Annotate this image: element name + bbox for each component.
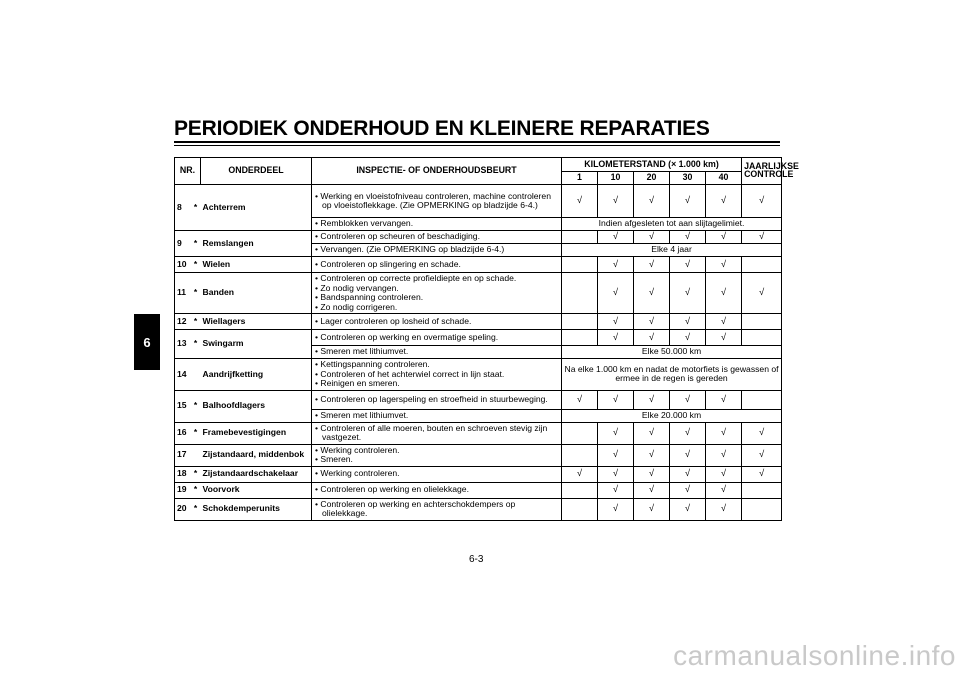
inspection-text: Controleren of het achterwiel correct in lijn staat. [320, 368, 505, 379]
header-part: ONDERDEEL [201, 158, 312, 185]
check-cell: √ [598, 498, 634, 520]
table-row [175, 444, 782, 466]
inspection-text: Controleren op lagerspeling en stroefheid in stuurbeweging. [320, 393, 548, 404]
row-number: 16 [175, 422, 191, 444]
check-cell: √ [634, 444, 670, 466]
title-rule-thin [174, 145, 780, 146]
check-cell: √ [598, 444, 634, 466]
check-cell: √ [634, 273, 670, 314]
interval-note: Na elke 1.000 km en nadat de motorfiets is gewassen of ermee in de regen is gereden [562, 359, 782, 391]
header-km-col: 10 [598, 172, 634, 185]
row-star: * [191, 231, 201, 257]
inspection-item: • Remblokken vervangen. [315, 218, 414, 229]
check-cell: √ [670, 185, 706, 218]
row-inspection [312, 498, 562, 520]
row-part: Achterrem [201, 185, 312, 231]
table-row [175, 422, 782, 444]
check-cell: √ [598, 422, 634, 444]
annual-check-cell [742, 330, 782, 346]
row-part: Wielen [201, 257, 312, 273]
inspection-item: • Controleren op lagerspeling en stroefheid in stuurbeweging. [315, 393, 548, 404]
annual-check-cell [742, 498, 782, 520]
check-cell: √ [634, 482, 670, 498]
inspection-text: Lager controleren op losheid of schade. [320, 315, 472, 326]
row-part: Framebevestigingen [201, 422, 312, 444]
check-cell [562, 482, 598, 498]
check-cell [562, 422, 598, 444]
title-rule [174, 141, 780, 143]
check-cell: √ [706, 466, 742, 482]
inspection-item: • Vervangen. (Zie OPMERKING op bladzijde 6-4.) [315, 244, 505, 255]
table-header-row [175, 158, 782, 172]
table-row [175, 330, 782, 346]
inspection-text: Bandspanning controleren. [320, 292, 424, 302]
check-cell: √ [598, 314, 634, 330]
inspection-item: • Smeren. [315, 454, 353, 464]
row-inspection [312, 346, 562, 359]
row-number: 8 [175, 185, 191, 231]
page-title: PERIODIEK ONDERHOUD EN KLEINERE REPARATIES [174, 117, 710, 140]
inspection-text: Werking controleren. [320, 468, 400, 479]
check-cell: √ [670, 330, 706, 346]
row-star: * [191, 314, 201, 330]
row-inspection [312, 444, 562, 466]
check-cell: √ [706, 257, 742, 273]
annual-check-cell [742, 257, 782, 273]
check-cell [562, 330, 598, 346]
check-cell: √ [670, 390, 706, 409]
page-number: 6-3 [469, 554, 484, 565]
inspection-item: • Zo nodig corrigeren. [315, 301, 398, 312]
table-row [175, 466, 782, 482]
check-cell: √ [706, 273, 742, 314]
check-cell: √ [670, 466, 706, 482]
inspection-text: Controleren op slingering en schade. [320, 258, 461, 269]
check-cell: √ [670, 498, 706, 520]
inspection-text: Smeren met lithiumvet. [320, 346, 409, 357]
inspection-item: • Zo nodig vervangen. [315, 282, 399, 293]
check-cell: √ [706, 444, 742, 466]
inspection-item: • Lager controleren op losheid of schade. [315, 315, 472, 326]
inspection-text: Werking controleren. [320, 444, 400, 455]
interval-note: Elke 20.000 km [562, 409, 782, 422]
table-row [175, 482, 782, 498]
annual-check-cell: √ [742, 231, 782, 244]
check-cell: √ [706, 314, 742, 330]
interval-note: Indien afgesleten tot aan slijtagelimiet. [562, 218, 782, 231]
row-inspection [312, 482, 562, 498]
inspection-item: • Controleren op correcte profieldiepte en op schade. [315, 273, 517, 283]
annual-check-cell: √ [742, 444, 782, 466]
header-inspection: INSPECTIE- OF ONDERHOUDSBEURT [312, 158, 562, 185]
row-part: Balhoofdlagers [201, 390, 312, 422]
table-row [175, 498, 782, 520]
inspection-item: • Werking controleren. [315, 444, 400, 455]
row-number: 10 [175, 257, 191, 273]
row-part: Schokdemperunits [201, 498, 312, 520]
check-cell [562, 314, 598, 330]
row-inspection [312, 390, 562, 409]
check-cell: √ [670, 482, 706, 498]
check-cell: √ [706, 498, 742, 520]
check-cell: √ [634, 330, 670, 346]
row-part: Wiellagers [201, 314, 312, 330]
check-cell [562, 444, 598, 466]
row-inspection [312, 409, 562, 422]
check-cell: √ [706, 330, 742, 346]
row-number: 11 [175, 273, 191, 314]
check-cell: √ [670, 273, 706, 314]
interval-note: Elke 50.000 km [562, 346, 782, 359]
check-cell: √ [634, 185, 670, 218]
check-cell: √ [598, 390, 634, 409]
inspection-text: Controleren of alle moeren, bouten en schroeven stevig zijn vastgezet. [320, 422, 548, 442]
inspection-item: • Kettingspanning controleren. [315, 359, 430, 369]
inspection-text: Reinigen en smeren. [320, 378, 400, 388]
row-inspection [312, 244, 562, 257]
row-number: 19 [175, 482, 191, 498]
table-row [175, 185, 782, 218]
inspection-text: Kettingspanning controleren. [320, 359, 430, 369]
inspection-item: • Controleren op werking en overmatige speling. [315, 331, 499, 342]
row-star: * [191, 330, 201, 359]
inspection-item: • Bandspanning controleren. [315, 292, 424, 302]
header-annual-line2: CONTROLE [744, 169, 794, 179]
row-inspection [312, 466, 562, 482]
row-part: Aandrijfketting [201, 359, 312, 391]
table-row [175, 314, 782, 330]
check-cell: √ [634, 257, 670, 273]
check-cell: √ [670, 257, 706, 273]
row-inspection [312, 257, 562, 273]
header-annual-line1: JAARLIJKSE [744, 161, 799, 172]
row-number: 9 [175, 231, 191, 257]
inspection-text: Controleren op scheuren of beschadiging. [320, 231, 480, 242]
inspection-text: Controleren op correcte profieldiepte en op schade. [320, 273, 517, 283]
check-cell: √ [670, 422, 706, 444]
row-inspection [312, 218, 562, 231]
inspection-text: Controleren op werking en olielekkage. [320, 484, 469, 495]
table-row [175, 359, 782, 391]
row-star [191, 444, 201, 466]
row-inspection [312, 273, 562, 314]
check-cell: √ [670, 444, 706, 466]
row-star: * [191, 466, 201, 482]
inspection-text: Zo nodig corrigeren. [320, 301, 398, 312]
check-cell: √ [598, 257, 634, 273]
row-star [191, 359, 201, 391]
annual-check-cell: √ [742, 185, 782, 218]
maintenance-table [174, 157, 799, 521]
check-cell: √ [598, 185, 634, 218]
annual-check-cell: √ [742, 273, 782, 314]
row-star: * [191, 390, 201, 422]
inspection-item: • Werking controleren. [315, 468, 400, 479]
header-km-col: 1 [562, 172, 598, 185]
row-inspection [312, 422, 562, 444]
row-star: * [191, 257, 201, 273]
row-number: 12 [175, 314, 191, 330]
check-cell: √ [706, 422, 742, 444]
check-cell: √ [634, 422, 670, 444]
inspection-item: • Controleren op scheuren of beschadiging. [315, 231, 480, 242]
row-part: Remslangen [201, 231, 312, 257]
check-cell: √ [634, 466, 670, 482]
row-inspection [312, 185, 562, 218]
row-star: * [191, 498, 201, 520]
check-cell: √ [670, 231, 706, 244]
annual-check-cell: √ [742, 466, 782, 482]
row-part: Swingarm [201, 330, 312, 359]
header-km-col: 20 [634, 172, 670, 185]
check-cell: √ [598, 273, 634, 314]
inspection-text: Remblokken vervangen. [320, 218, 414, 229]
check-cell [562, 273, 598, 314]
inspection-text: Zo nodig vervangen. [320, 282, 399, 293]
check-cell: √ [562, 466, 598, 482]
inspection-item: • Controleren op slingering en schade. [315, 258, 461, 269]
section-tab: 6 [134, 314, 160, 370]
check-cell: √ [670, 314, 706, 330]
row-inspection [312, 314, 562, 330]
inspection-text: Vervangen. (Zie OPMERKING op bladzijde 6-4.) [320, 244, 505, 255]
annual-check-cell [742, 482, 782, 498]
inspection-text: Controleren op werking en overmatige speling. [320, 331, 499, 342]
inspection-item: • Smeren met lithiumvet. [315, 346, 409, 357]
annual-check-cell [742, 314, 782, 330]
inspection-item: • Controleren of het achterwiel correct in lijn staat. [315, 368, 505, 379]
table-row [175, 273, 782, 314]
check-cell: √ [598, 466, 634, 482]
check-cell: √ [634, 390, 670, 409]
row-part: Zijstandaard, middenbok [201, 444, 312, 466]
inspection-text: Smeren met lithiumvet. [320, 409, 409, 420]
header-km: KILOMETERSTAND (× 1.000 km) [562, 158, 742, 172]
header-km-col: 40 [706, 172, 742, 185]
interval-note: Elke 4 jaar [562, 244, 782, 257]
row-number: 17 [175, 444, 191, 466]
row-star: * [191, 185, 201, 231]
table-row [175, 231, 782, 244]
check-cell: √ [562, 390, 598, 409]
header-annual [742, 158, 799, 185]
check-cell [562, 231, 598, 244]
inspection-item: • Controleren op werking en achterschokdempers op olielekkage. [315, 498, 516, 518]
check-cell [562, 257, 598, 273]
check-cell: √ [634, 498, 670, 520]
check-cell: √ [598, 482, 634, 498]
check-cell: √ [706, 231, 742, 244]
inspection-item: • Werking en vloeistofniveau controleren, machine controleren op vloeistoflekkage. (Zie OPMERKING op bladzijde 6-4.) [315, 190, 551, 210]
annual-check-cell [742, 390, 782, 409]
inspection-text: Werking en vloeistofniveau controleren, machine controleren op vloeistoflekkage. (Zie OPMERKING op bladzijde 6-4.) [320, 190, 551, 210]
row-star: * [191, 482, 201, 498]
check-cell: √ [706, 482, 742, 498]
row-number: 14 [175, 359, 191, 391]
inspection-item: • Controleren op werking en olielekkage. [315, 484, 469, 495]
header-km-col: 30 [670, 172, 706, 185]
row-inspection [312, 330, 562, 346]
header-nr: NR. [175, 158, 201, 185]
inspection-text: Controleren op werking en achterschokdempers op olielekkage. [320, 498, 516, 518]
check-cell: √ [706, 185, 742, 218]
check-cell [562, 498, 598, 520]
table-row [175, 257, 782, 273]
row-star: * [191, 273, 201, 314]
row-star: * [191, 422, 201, 444]
table-row [175, 390, 782, 409]
check-cell: √ [634, 231, 670, 244]
row-part: Voorvork [201, 482, 312, 498]
inspection-item: • Smeren met lithiumvet. [315, 409, 409, 420]
row-number: 13 [175, 330, 191, 359]
check-cell: √ [706, 390, 742, 409]
row-part: Banden [201, 273, 312, 314]
check-cell: √ [598, 231, 634, 244]
inspection-item: • Reinigen en smeren. [315, 378, 400, 388]
row-inspection [312, 231, 562, 244]
check-cell: √ [562, 185, 598, 218]
inspection-item: • Controleren of alle moeren, bouten en schroeven stevig zijn vastgezet. [315, 422, 548, 442]
row-part: Zijstandaardschakelaar [201, 466, 312, 482]
watermark: carmanualsonline.info [673, 640, 956, 671]
check-cell: √ [634, 314, 670, 330]
annual-check-cell: √ [742, 422, 782, 444]
row-number: 15 [175, 390, 191, 422]
check-cell: √ [598, 330, 634, 346]
inspection-text: Smeren. [320, 454, 353, 464]
row-inspection [312, 359, 562, 391]
row-number: 20 [175, 498, 191, 520]
row-number: 18 [175, 466, 191, 482]
